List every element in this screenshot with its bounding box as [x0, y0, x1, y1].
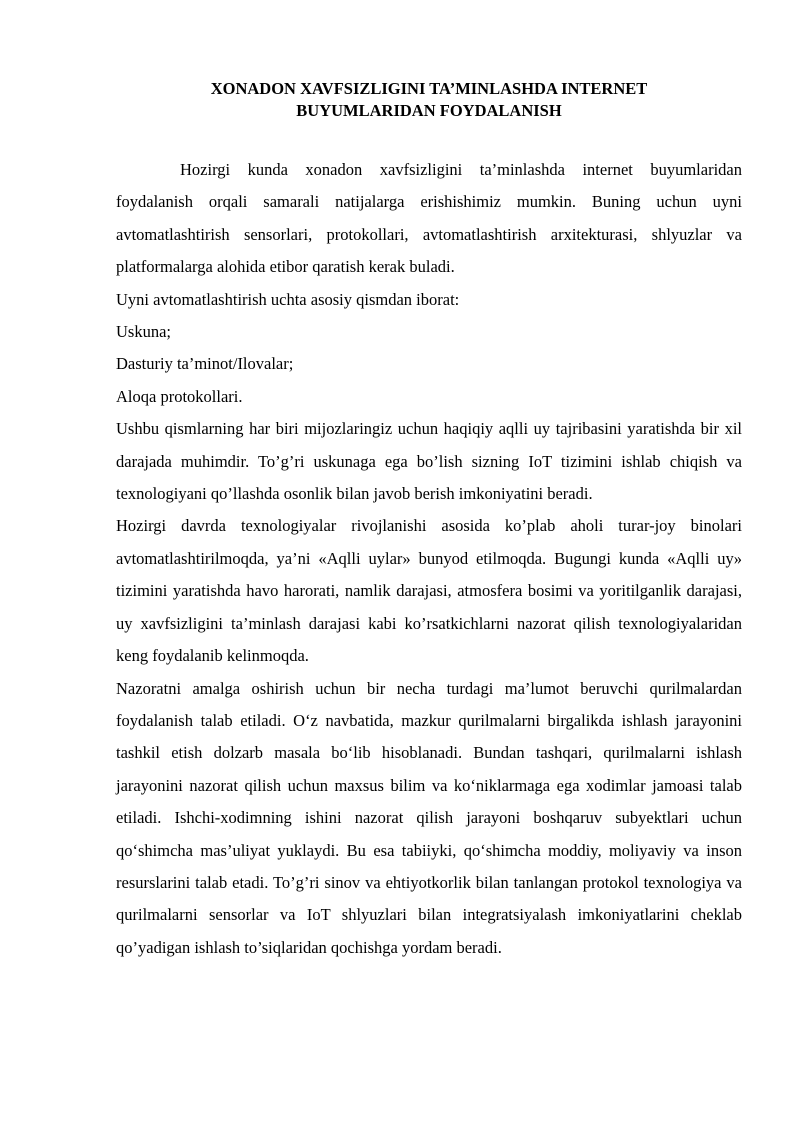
paragraph-intro: Hozirgi kunda xonadon xavfsizligini ta’minlashda internet buyumlaridan foydalanish orqali samarali natijalarga erishishimiz mumkin. Buning uchun uyni avtomatlashtirish sensorlari, protokollari, avtomatlashtirish arxitekturasi, shlyuzlar va platformalarga alohida etibor qaratish kerak buladi.: [116, 160, 742, 277]
paragraph-components: Ushbu qismlarning har biri mijozlaringiz uchun haqiqiy aqlli uy tajribasini yaratishda bir xil darajada muhimdir. To’g’ri uskunaga ega bo’lish sizning IoT tizimini ishlab chiqish va texnologiyani qo’llashda osonlik bilan javob berish imkoniyatini beradi.: [116, 419, 742, 504]
title-line-1: XONADON XAVFSIZLIGINI TA’MINLASHDA INTERNET: [210, 79, 648, 98]
title-line-2: BUYUMLARIDAN FOYDALANISH: [296, 101, 562, 120]
list-intro: Uyni avtomatlashtirish uchta asosiy qismdan iborat:: [116, 289, 460, 309]
paragraph-control: Nazoratni amalga oshirish uchun bir necha turdagi ma’lumot beruvchi qurilmalardan foydalanish talab etiladi. O‘z navbatida, mazkur qurilmalarni birgalikda ishlash jarayonini tashkil etish dolzarb masala bo‘lib hisoblanadi. Bundan tashqari, qurilmalarni ishlash jarayonini nazorat qilish uchun maxsus bilim va ko‘niklarmaga ega xodimlar jamoasi talab etiladi. Ishchi-xodimning ishini nazorat qilish jarayoni boshqaruv subyektlari uchun qo‘shimcha mas’uliyat yuklaydi. Bu esa tabiiyki, qo‘shimcha moddiy, moliyaviy va inson resurslarini talab etadi. To’g’ri sinov va ehtiyotkorlik bilan tanlangan protokol texnologiya va qurilmalarni sensorlar va IoT shlyuzlari bilan integratsiyalash imkoniyatlarini cheklab qo’yadigan ishlash to’siqlaridan qochishga yordam beradi.: [116, 678, 742, 957]
list-item-software: Dasturiy ta’minot/Ilovalar;: [116, 354, 294, 374]
list-item-hardware: Uskuna;: [116, 322, 171, 342]
document-title: [116, 78, 742, 122]
paragraph-smart-homes: Hozirgi davrda texnologiyalar rivojlanishi asosida ko’plab aholi turar-joy binolari avtomatlashtirilmoqda, ya’ni «Aqlli uylar» bunyod etilmoqda. Bugungi kunda «Aqlli uy» tizimini yaratishda havo harorati, namlik darajasi, atmosfera bosimi va yoritilganlik darajasi, uy xavfsizligini ta’minlash darajasi kabi ko’rsatkichlarni nazorat qilish texnologiyalaridan keng foydalanib kelinmoqda.: [116, 516, 742, 666]
list-item-protocols: Aloqa protokollari.: [116, 386, 243, 406]
